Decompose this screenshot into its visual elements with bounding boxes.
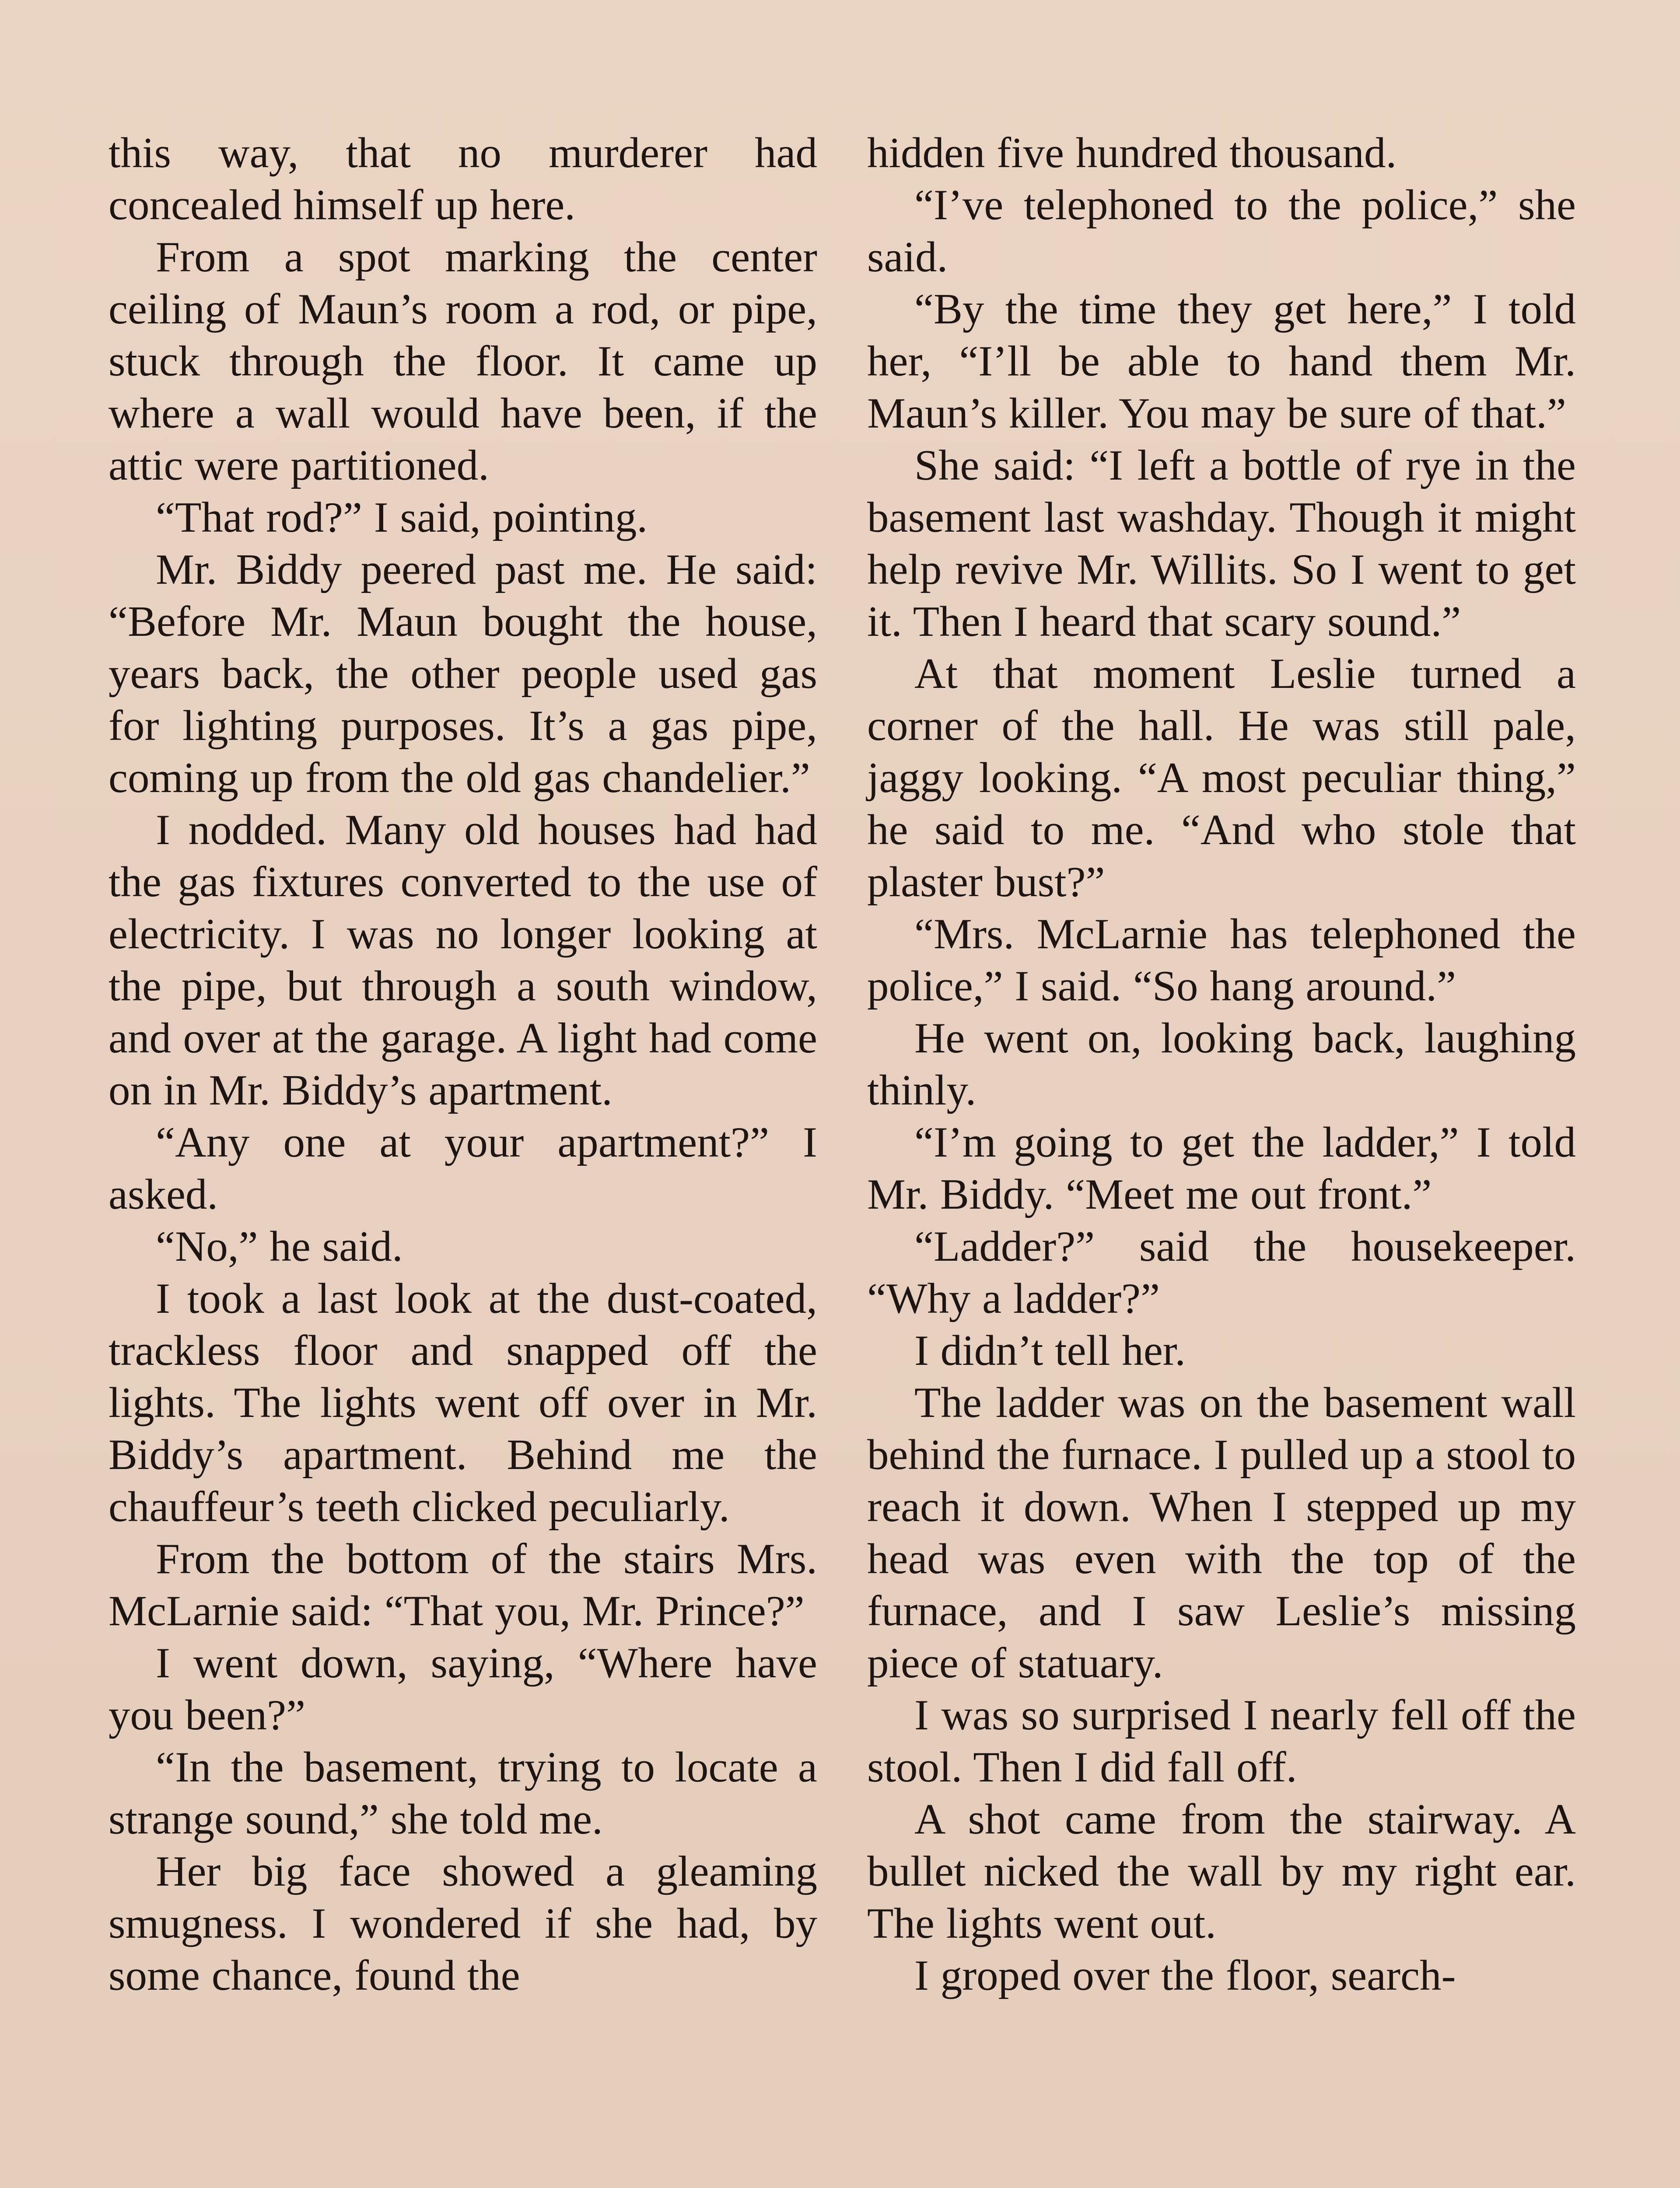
- paragraph: I took a last look at the dust-coated, trackless floor and snapped off the lights. The lights went off over in Mr. Biddy’s apartment. Behind me the chauffeur’s teeth clicked peculiarly.: [108, 1275, 817, 1531]
- paragraph: I didn’t tell her.: [914, 1327, 1186, 1375]
- left-column: [108, 127, 817, 2002]
- paragraph: From a spot marking the center ceiling of Maun’s room a rod, or pipe, stuck through the floor. It came up where a wall would have been, if the attic were partitioned.: [108, 233, 817, 489]
- paragraph: The ladder was on the basement wall behind the furnace. I pulled up a stool to reach it down. When I stepped up my head was even with the top of the furnace, and I saw Leslie’s missing piece of statuary.: [867, 1379, 1576, 1687]
- paragraph: “Mrs. McLarnie has telephoned the police,” I said. “So hang around.”: [867, 910, 1576, 1010]
- paragraph: He went on, looking back, laughing thinly.: [867, 1014, 1576, 1114]
- paragraph: “By the time they get here,” I told her, “I’ll be able to hand them Mr. Maun’s killer. You may be sure of that.”: [867, 285, 1576, 437]
- paragraph: “Any one at your apartment?” I asked.: [108, 1119, 817, 1218]
- paragraph: “I’m going to get the ladder,” I told Mr. Biddy. “Meet me out front.”: [867, 1119, 1576, 1218]
- paragraph: At that moment Leslie turned a corner of the hall. He was still pale, jaggy looking. “A most peculiar thing,” he said to me. “And who stole that plaster bust?”: [867, 650, 1576, 906]
- paragraph: I went down, saying, “Where have you been?”: [108, 1639, 817, 1739]
- paragraph: Mr. Biddy peered past me. He said: “Before Mr. Maun bought the house, years back, the other people used gas for lighting purposes. It’s a gas pipe, coming up from the old gas chandelier.”: [108, 546, 817, 802]
- paragraph: hidden five hundred thousand.: [867, 129, 1397, 177]
- paragraph: “In the basement, trying to locate a strange sound,” she told me.: [108, 1743, 817, 1843]
- right-column: [867, 127, 1576, 2002]
- paragraph: this way, that no murderer had concealed himself up here.: [108, 129, 817, 229]
- paragraph: From the bottom of the stairs Mrs. McLarnie said: “That you, Mr. Prince?”: [108, 1535, 817, 1635]
- paragraph: I groped over the floor, search-: [914, 1952, 1456, 1999]
- paragraph: “Ladder?” said the housekeeper. “Why a ladder?”: [867, 1223, 1576, 1322]
- paragraph: I nodded. Many old houses had had the gas fixtures converted to the use of electricity. I was no longer looking at the pipe, but through a south window, and over at the garage. A light had come on in Mr. Biddy’s apartment.: [108, 806, 817, 1114]
- paragraph: “I’ve telephoned to the police,” she said.: [867, 181, 1576, 281]
- paragraph: “That rod?” I said, pointing.: [156, 494, 648, 541]
- paragraph: She said: “I left a bottle of rye in the basement last washday. Though it might help revive Mr. Willits. So I went to get it. Then I heard that scary sound.”: [867, 442, 1576, 645]
- paragraph: Her big face showed a gleaming smugness. I wondered if she had, by some chance, found the: [108, 1848, 817, 1999]
- paragraph: “No,” he said.: [156, 1223, 403, 1270]
- paragraph: I was so surprised I nearly fell off the stool. Then I did fall off.: [867, 1691, 1576, 1791]
- paragraph: A shot came from the stairway. A bullet nicked the wall by my right ear. The lights went out.: [867, 1795, 1576, 1947]
